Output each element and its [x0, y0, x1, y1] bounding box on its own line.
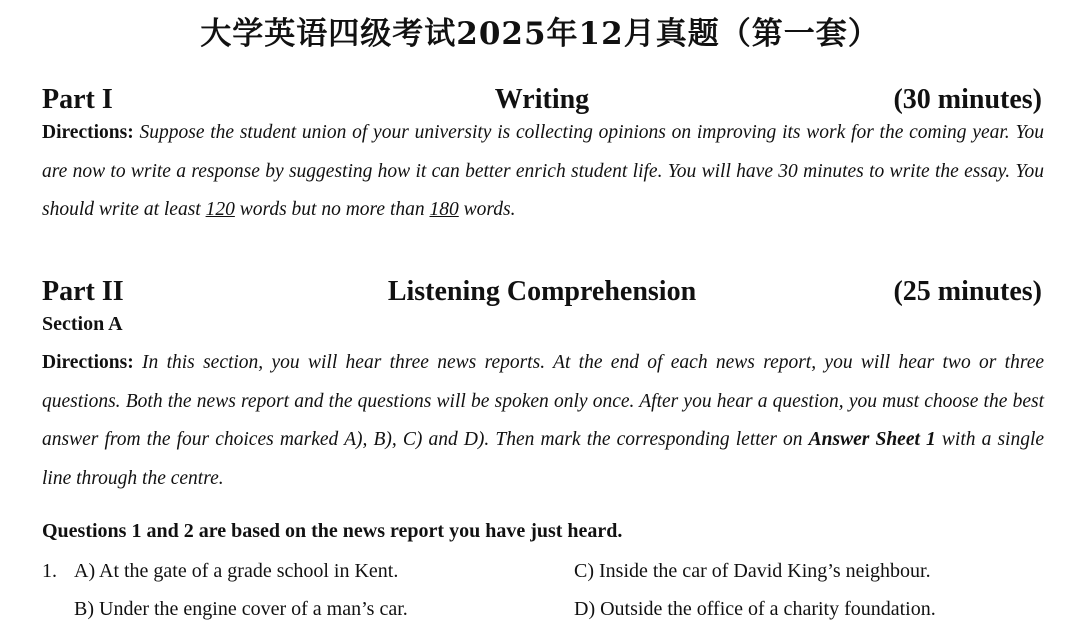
part1-directions: [42, 114, 1044, 230]
option-b: B) Under the engine cover of a man’s car.: [74, 598, 408, 620]
part2-directions-label: Directions:: [42, 352, 134, 373]
part2-header: [42, 276, 1042, 312]
option-c: C) Inside the car of David King’s neighbour.: [574, 560, 931, 582]
part1-directions-label: Directions:: [42, 122, 134, 143]
part2-time: (25 minutes): [893, 276, 1042, 307]
part2-directions-text-b: with a single line through the centre.: [42, 429, 1045, 489]
part1-directions-text-a: Suppose the student union of your university is collecting opinions on improving its work for the coming year. You are now to write a response by suggesting how it can better enrich student life. You will have 30 minutes to write the essay. You should write at least: [42, 122, 1045, 220]
answer-sheet-label: Answer Sheet 1: [808, 429, 936, 450]
max-words: 180: [429, 199, 459, 220]
part2-directions-text-a: In this section, you will hear three news reports. At the end of each news report, you will hear two or three questions. Both the news report and the questions will be spoken only once. After you hear a question, you must choose the best answer from the four choices marked A), B), C) and D). Then mark the corresponding letter on: [42, 352, 1045, 450]
section-a-label: Section A: [42, 313, 123, 335]
part1-directions-text-c: words.: [463, 199, 516, 220]
option-a: A) At the gate of a grade school in Kent.: [74, 560, 399, 582]
part1-directions-text-b: words but no more than: [239, 199, 425, 220]
part2-name: Listening Comprehension: [387, 276, 697, 307]
questions-heading: Questions 1 and 2 are based on the news report you have just heard.: [42, 520, 623, 542]
part1-name: Writing: [494, 84, 590, 115]
question-number: 1.: [42, 560, 57, 582]
part2-label: Part II: [42, 276, 124, 307]
option-d: D) Outside the office of a charity foundation.: [574, 598, 936, 620]
part1-time: (30 minutes): [893, 84, 1042, 115]
page-title: 大学英语四级考试2025年12月真题（第一套）: [200, 16, 880, 52]
part1-label: Part I: [42, 84, 113, 115]
part2-directions: [42, 344, 1044, 498]
min-words: 120: [205, 199, 235, 220]
